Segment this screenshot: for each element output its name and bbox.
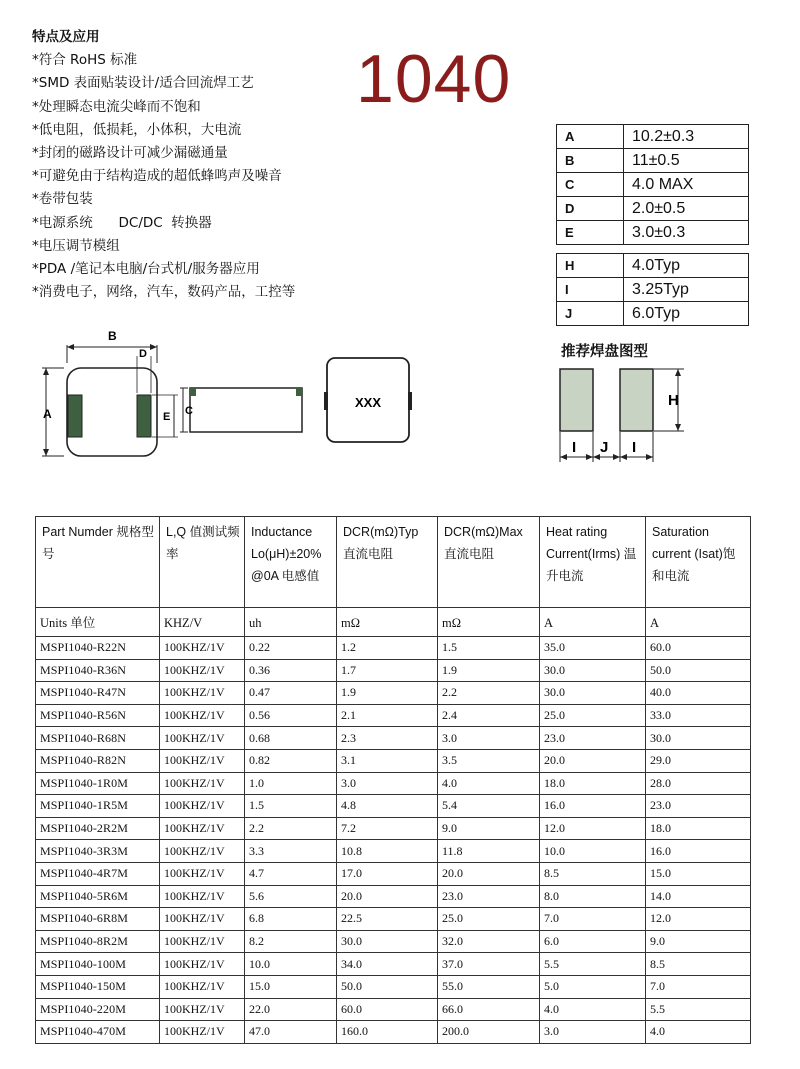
table-cell: 22.5 [337,908,438,931]
table-cell: MSPI1040-6R8M [36,908,160,931]
table-cell: 3.5 [438,749,540,772]
table-cell: 5.5 [540,953,646,976]
table-cell: 3.0 [540,1021,646,1044]
table-cell: 37.0 [438,953,540,976]
table-cell: 14.0 [646,885,751,908]
table-cell: 100KHZ/1V [160,908,245,931]
table-cell: 2.4 [438,704,540,727]
feature-item: *处理瞬态电流尖峰而不饱和 [32,98,201,115]
dimension-key: C [557,173,624,197]
column-header: DCR(mΩ)Max 直流电阻 [438,517,540,608]
table-cell: 22.0 [245,998,337,1021]
table-cell: 10.0 [540,840,646,863]
feature-item: *SMD 表面贴装设计/适合回流焊工艺 [32,75,254,92]
top-view [42,329,178,456]
table-cell: 16.0 [646,840,751,863]
table-cell: MSPI1040-100M [36,953,160,976]
table-cell: MSPI1040-3R3M [36,840,160,863]
label-i-right: I [632,439,637,456]
dimension-row [557,221,749,245]
table-cell: 6.0 [540,930,646,953]
dimension-value: 4.0Typ [624,254,749,278]
table-cell: 160.0 [337,1021,438,1044]
table-row [36,998,751,1021]
feature-item: *封闭的磁路设计可减少漏磁通量 [32,145,228,162]
dimension-table-2 [556,253,749,326]
pad-pattern-title: 推荐焊盘图型 [561,344,648,360]
table-cell: 1.7 [337,659,438,682]
table-cell: 23.0 [646,795,751,818]
table-row [36,908,751,931]
table-cell: 18.0 [540,772,646,795]
table-cell: MSPI1040-R56N [36,704,160,727]
table-cell: 0.82 [245,749,337,772]
table-cell: 0.22 [245,637,337,660]
table-cell: 7.2 [337,817,438,840]
label-b: B [108,329,117,343]
table-cell: 1.9 [438,659,540,682]
table-cell: 0.68 [245,727,337,750]
table-cell: 23.0 [438,885,540,908]
table-cell: 100KHZ/1V [160,930,245,953]
table-cell: 9.0 [438,817,540,840]
features-heading: 特点及应用 [32,29,100,45]
dimension-key: J [557,302,624,326]
table-cell: 5.6 [245,885,337,908]
dimension-value: 4.0 MAX [624,173,749,197]
table-cell: 30.0 [540,659,646,682]
table-cell: 10.0 [245,953,337,976]
dimension-row [557,278,749,302]
table-cell: 100KHZ/1V [160,659,245,682]
table-cell: 100KHZ/1V [160,885,245,908]
label-h: H [668,392,679,409]
table-cell: 100KHZ/1V [160,749,245,772]
table-cell: 0.56 [245,704,337,727]
feature-item: *电压调节模组 [32,237,120,254]
table-cell: MSPI1040-150M [36,975,160,998]
feature-item: *符合 RoHS 标准 [32,52,138,69]
table-row [36,862,751,885]
column-header: DCR(mΩ)Typ 直流电阻 [337,517,438,608]
dimension-value: 11±0.5 [624,149,749,173]
table-cell: 100KHZ/1V [160,727,245,750]
table-cell: 100KHZ/1V [160,953,245,976]
table-cell: 100KHZ/1V [160,862,245,885]
table-cell: 0.36 [245,659,337,682]
table-row [36,817,751,840]
table-cell: 23.0 [540,727,646,750]
table-cell: 20.0 [438,862,540,885]
table-cell: 1.5 [438,637,540,660]
table-cell: 15.0 [646,862,751,885]
table-cell: 25.0 [540,704,646,727]
dimension-row [557,302,749,326]
table-cell: 8.0 [540,885,646,908]
table-cell: 1.2 [337,637,438,660]
label-e: E [163,411,171,423]
table-cell: 1.9 [337,682,438,705]
table-cell: 8.5 [540,862,646,885]
table-cell: MSPI1040-R22N [36,637,160,660]
dimension-row [557,149,749,173]
table-cell: 100KHZ/1V [160,840,245,863]
unit-cell: uh [245,608,337,637]
dimension-key: H [557,254,624,278]
table-cell: 60.0 [337,998,438,1021]
table-cell: 100KHZ/1V [160,682,245,705]
features-items [32,49,295,304]
unit-cell: A [540,608,646,637]
table-row [36,682,751,705]
table-cell: 60.0 [646,637,751,660]
table-cell: 30.0 [646,727,751,750]
table-cell: MSPI1040-2R2M [36,817,160,840]
column-header: L,Q 值测试频率 [160,517,245,608]
table-cell: 8.5 [646,953,751,976]
table-cell: 0.47 [245,682,337,705]
table-row [36,772,751,795]
dimension-value: 3.25Typ [624,278,749,302]
label-i-left: I [572,439,577,456]
table-cell: 5.0 [540,975,646,998]
table-cell: 3.1 [337,749,438,772]
table-cell: MSPI1040-5R6M [36,885,160,908]
table-cell: 50.0 [337,975,438,998]
side-view [180,388,302,432]
dimension-table-1 [556,124,749,245]
table-row [36,727,751,750]
feature-item: *PDA /笔记本电脑/台式机/服务器应用 [32,261,260,278]
table-cell: 17.0 [337,862,438,885]
label-a: A [43,407,52,421]
pad-pattern-drawing [550,360,700,470]
table-cell: 11.8 [438,840,540,863]
table-cell: 200.0 [438,1021,540,1044]
table-cell: 2.2 [438,682,540,705]
table-cell: 1.5 [245,795,337,818]
table-cell: 18.0 [646,817,751,840]
feature-item: *卷带包装 [32,191,93,208]
table-row [36,930,751,953]
dimension-value: 6.0Typ [624,302,749,326]
column-header: Heat rating Current(Irms) 温升电流 [540,517,646,608]
table-cell: 8.2 [245,930,337,953]
table-cell: 100KHZ/1V [160,975,245,998]
unit-cell: mΩ [438,608,540,637]
table-cell: MSPI1040-1R0M [36,772,160,795]
table-row [36,637,751,660]
table-row [36,749,751,772]
table-cell: MSPI1040-1R5M [36,795,160,818]
table-row [36,975,751,998]
table-cell: 10.8 [337,840,438,863]
dimension-key: D [557,197,624,221]
table-cell: 16.0 [540,795,646,818]
table-cell: 32.0 [438,930,540,953]
dimension-key: I [557,278,624,302]
table-cell: 100KHZ/1V [160,704,245,727]
spec-table [35,516,751,1044]
column-header: Inductance Lo(μH)±20% @0A 电感值 [245,517,337,608]
table-cell: 7.0 [540,908,646,931]
table-cell: 4.0 [646,1021,751,1044]
table-cell: MSPI1040-8R2M [36,930,160,953]
table-cell: 35.0 [540,637,646,660]
outline-drawing [30,325,430,475]
front-view [324,358,412,442]
dimension-row [557,125,749,149]
feature-item: *电源系统 DC/DC 转换器 [32,214,212,231]
dimension-key: A [557,125,624,149]
table-cell: MSPI1040-R47N [36,682,160,705]
table-cell: MSPI1040-4R7M [36,862,160,885]
label-j: J [600,439,609,456]
table-cell: MSPI1040-220M [36,998,160,1021]
unit-cell: mΩ [337,608,438,637]
table-cell: 29.0 [646,749,751,772]
table-cell: 4.8 [337,795,438,818]
table-cell: 100KHZ/1V [160,817,245,840]
table-cell: 2.1 [337,704,438,727]
table-cell: 20.0 [337,885,438,908]
feature-item: *消费电子，网络，汽车，数码产品，工控等 [32,284,296,301]
table-cell: 50.0 [646,659,751,682]
table-cell: 47.0 [245,1021,337,1044]
table-cell: 15.0 [245,975,337,998]
dimension-value: 2.0±0.5 [624,197,749,221]
table-cell: 55.0 [438,975,540,998]
table-cell: MSPI1040-R36N [36,659,160,682]
table-cell: 100KHZ/1V [160,637,245,660]
table-row [36,885,751,908]
column-header: Saturation current (Isat)饱和电流 [646,517,751,608]
feature-item: *可避免由于结构造成的超低蜂鸣声及噪音 [32,168,282,185]
table-cell: MSPI1040-470M [36,1021,160,1044]
units-row [36,608,751,637]
table-row [36,704,751,727]
table-cell: 66.0 [438,998,540,1021]
dimension-row [557,197,749,221]
unit-cell: KHZ/V [160,608,245,637]
dimension-key: B [557,149,624,173]
marking-text: XXX [354,395,382,410]
table-cell: 12.0 [646,908,751,931]
table-row [36,795,751,818]
table-cell: 30.0 [540,682,646,705]
dimension-value: 3.0±0.3 [624,221,749,245]
table-cell: 100KHZ/1V [160,772,245,795]
table-cell: 2.3 [337,727,438,750]
table-row [36,953,751,976]
table-cell: 33.0 [646,704,751,727]
table-row [36,840,751,863]
column-header: Part Numder 规格型号 [36,517,160,608]
table-cell: MSPI1040-R68N [36,727,160,750]
table-cell: MSPI1040-R82N [36,749,160,772]
label-d: D [139,348,147,360]
table-cell: 20.0 [540,749,646,772]
features-list [32,26,295,304]
label-c: C [185,405,193,417]
table-cell: 100KHZ/1V [160,998,245,1021]
feature-item: *低电阻，低损耗，小体积，大电流 [32,121,242,138]
table-cell: 3.0 [337,772,438,795]
table-row [36,1021,751,1044]
table-cell: 9.0 [646,930,751,953]
table-cell: 100KHZ/1V [160,795,245,818]
dimension-value: 10.2±0.3 [624,125,749,149]
spec-header-row [36,517,751,608]
table-cell: 4.7 [245,862,337,885]
table-cell: 4.0 [540,998,646,1021]
table-cell: 25.0 [438,908,540,931]
table-cell: 30.0 [337,930,438,953]
table-cell: 1.0 [245,772,337,795]
unit-cell: Units 单位 [36,608,160,637]
table-cell: 4.0 [438,772,540,795]
table-cell: 2.2 [245,817,337,840]
table-cell: 6.8 [245,908,337,931]
table-cell: 3.3 [245,840,337,863]
table-cell: 28.0 [646,772,751,795]
dimension-row [557,254,749,278]
table-cell: 12.0 [540,817,646,840]
table-cell: 7.0 [646,975,751,998]
table-cell: 100KHZ/1V [160,1021,245,1044]
table-cell: 5.4 [438,795,540,818]
unit-cell: A [646,608,751,637]
dimension-key: E [557,221,624,245]
table-cell: 40.0 [646,682,751,705]
model-number: 1040 [356,41,512,117]
table-cell: 34.0 [337,953,438,976]
table-row [36,659,751,682]
table-cell: 3.0 [438,727,540,750]
table-cell: 5.5 [646,998,751,1021]
dimension-row [557,173,749,197]
